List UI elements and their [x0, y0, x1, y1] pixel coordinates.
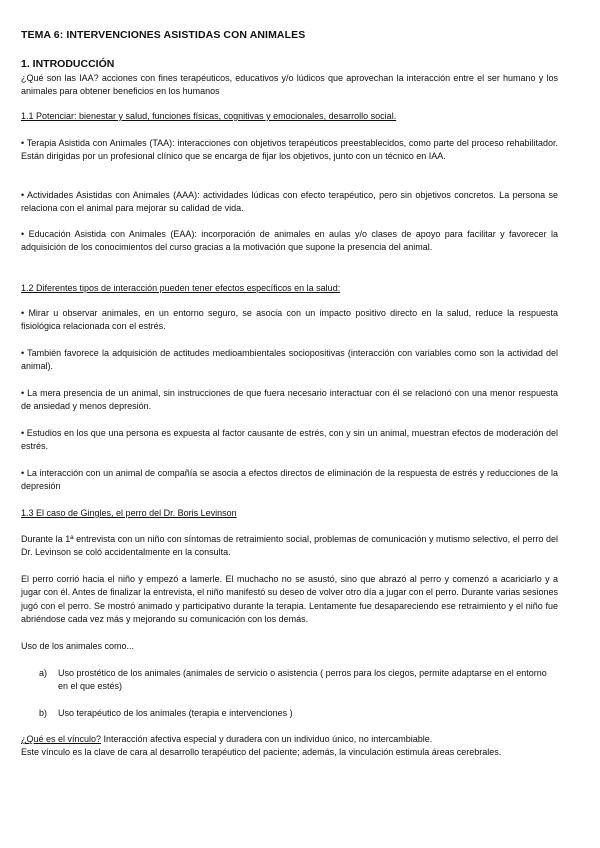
s12-item-5: • La interacción con un animal de compañía se asocia a efectos directos de eliminación de la respuesta de estrés y reducciones de la depresión [21, 468, 558, 492]
intro-question: ¿Qué son las IAA? [21, 73, 99, 83]
s11-item-eaa: • Educación Asistida con Animales (EAA): incorporación de animales en aulas y/o clases de apoyo para facilitar y favorecer la adquisición de los conocimientos del curso gracias a la motivación que supone la presencia del animal. [21, 229, 558, 253]
s12-item-2: • También favorece la adquisición de actitudes medioambientales sociopositivas (interacción con variables como son la actividad del animal). [21, 348, 558, 372]
vinculo-definition [21, 733, 558, 746]
s12-item-3: • La mera presencia de un animal, sin instrucciones de que fuera necesario interactuar con él se relacionó con una menor respuesta de ansiedad y menos depresión. [21, 388, 558, 412]
section-1-1-heading: 1.1 Potenciar: bienestar y salud, funciones físicas, cognitivas y emocionales, desarrollo social. [21, 111, 397, 121]
intro-paragraph [21, 72, 558, 99]
document-title: TEMA 6: INTERVENCIONES ASISTIDAS CON ANIMALES [21, 29, 306, 41]
section-1-2-heading: 1.2 Diferentes tipos de interacción pueden tener efectos específicos en la salud: [21, 283, 341, 293]
vinculo-answer: Interacción afectiva especial y duradera con un individuo único, no intercambiable. [101, 734, 433, 744]
s13-paragraph-2: El perro corrió hacia el niño y empezó a lamerle. El muchacho no se asustó, sino que abrazó al perro y comenzó a acariciarlo y a jugar con él. Antes de finalizar la entrevista, el niño manifestó su deseo de volver otro día a jugar con el perro. Durante varias sesiones jugó con el perro. Se mostró animado y participativo durante la terapia. Lentamente fue desapareciendo ese retraimiento y el niño fue abriéndose cada vez más y mejorando su comunicación con los demás. [21, 574, 558, 625]
intro-heading: 1. INTRODUCCIÓN [21, 58, 115, 70]
section-1-3-heading: 1.3 El caso de Gingles, el perro del Dr. Boris Levinson [21, 508, 237, 518]
s11-item-aaa: • Actividades Asistidas con Animales (AAA): actividades lúdicas con efecto terapéutico, pero sin objetivos concretos. La persona se relaciona con el animal para mejorar su calidad de vida. [21, 190, 558, 214]
intro-answer: acciones con fines terapéuticos, educativos y/o lúdicos que aprovechan la interacción entre el ser humano y los animales para obtener beneficios en los humanos [21, 73, 558, 97]
s11-item-taa: • Terapia Asistida con Animales (TAA): interacciones con objetivos terapéuticos preestablecidos, como parte del proceso rehabilitador. Están dirigidas por un profesional clínico que se encarga de fijar los objetivos, junto con un técnico en IAA. [21, 138, 558, 162]
list-item-text: Uso terapéutico de los animales (terapia e intervenciones ) [58, 708, 293, 718]
list-marker: a) [39, 668, 48, 678]
list-marker: b) [39, 708, 48, 718]
s13-paragraph-1: Durante la 1ª entrevista con un niño con síntomas de retraimiento social, problemas de comunicación y mutismo selectivo, el perro del Dr. Levinson se coló accidentalmente en la consulta. [21, 534, 558, 558]
vinculo-question: ¿Qué es el vínculo? [21, 734, 102, 744]
uses-intro: Uso de los animales como... [21, 641, 135, 651]
s12-item-1: • Mirar u observar animales, en un entorno seguro, se asocia con un impacto positivo directo en la salud, reduce la respuesta fisiológica relacionada con el estrés. [21, 308, 558, 332]
s12-item-4: • Estudios en los que una persona es expuesta al factor causante de estrés, con y sin un animal, muestran efectos de moderación del estrés. [21, 428, 558, 452]
vinculo-paragraph: Este vínculo es la clave de cara al desarrollo terapéutico del paciente; además, la vinculación estimula áreas cerebrales. [21, 747, 502, 757]
list-item-text: Uso prostético de los animales (animales de servicio o asistencia ( perros para los ciegos, permite adaptarse en el entorno en el que estés) [58, 668, 547, 692]
